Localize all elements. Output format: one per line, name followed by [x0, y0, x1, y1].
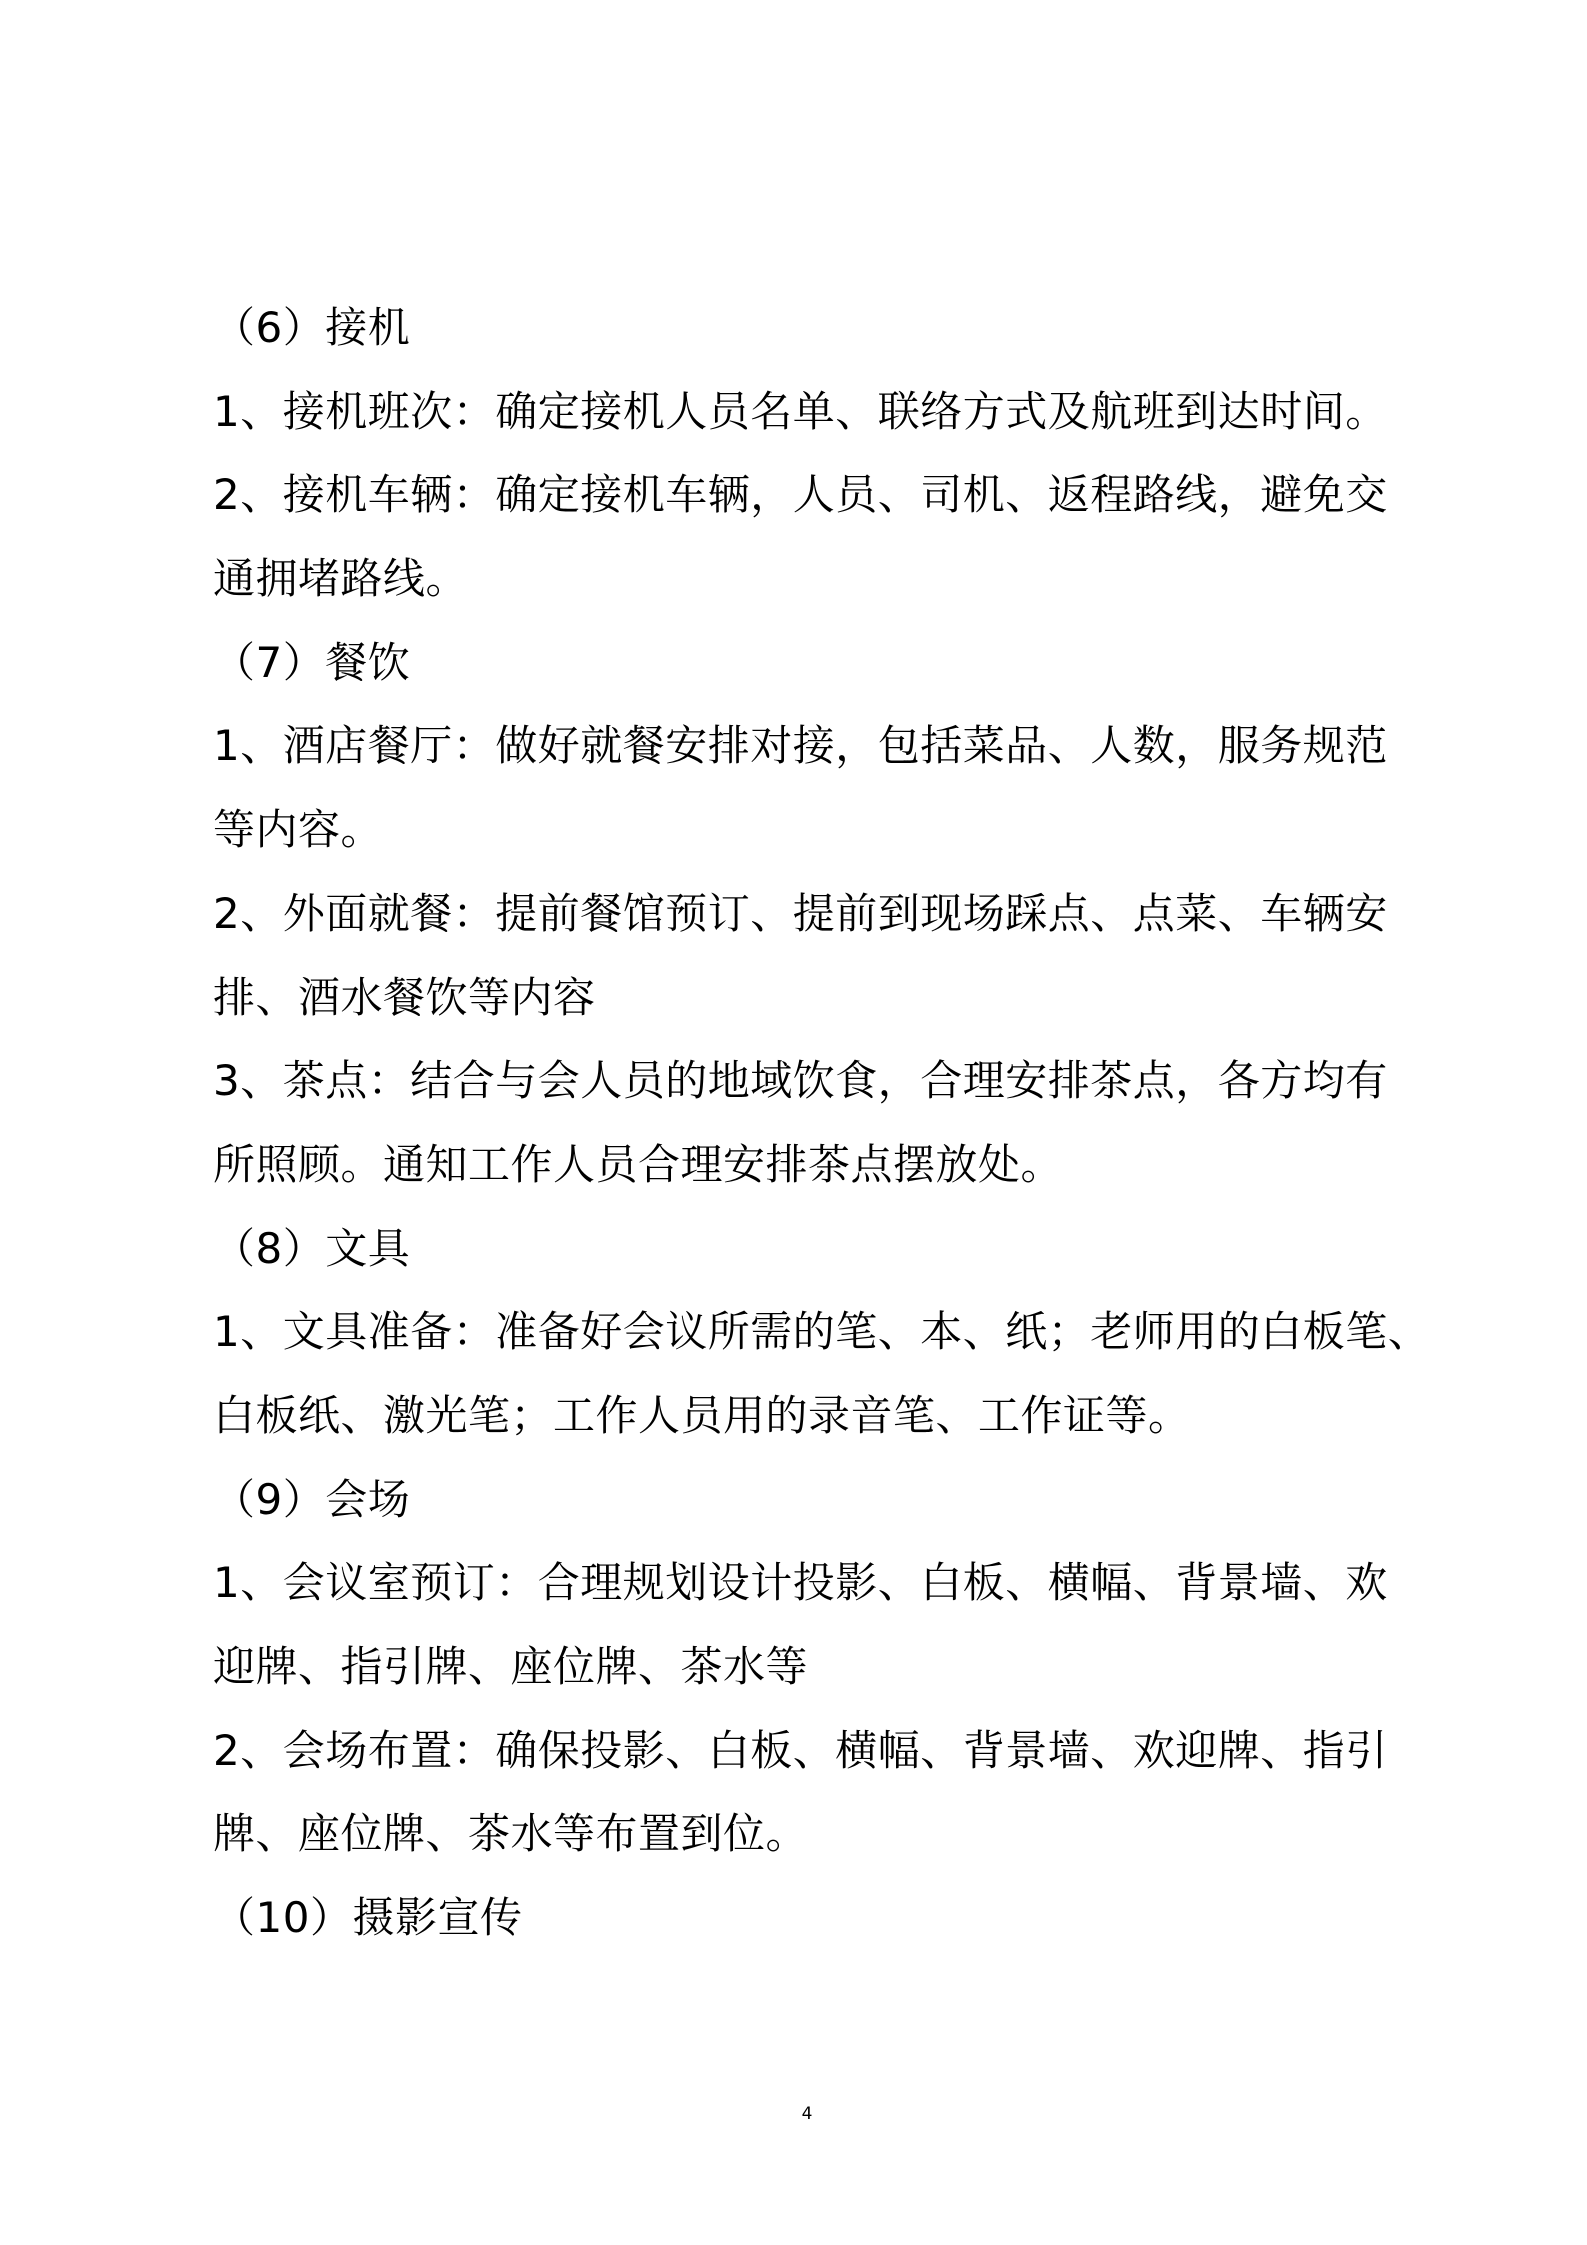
section-heading: （9）会场 — [213, 1474, 411, 1524]
paragraph-line: 3、茶点：结合与会人员的地域饮食，合理安排茶点，各方均有 — [213, 1056, 1388, 1106]
paragraph-line: 1、接机班次：确定接机人员名单、联络方式及航班到达时间。 — [213, 386, 1388, 436]
paragraph-line: 2、会场布置：确保投影、白板、横幅、背景墙、欢迎牌、指引 — [213, 1725, 1388, 1775]
section-heading: （8）文具 — [213, 1223, 411, 1273]
paragraph-line: 白板纸、激光笔；工作人员用的录音笔、工作证等。 — [213, 1390, 1191, 1440]
section-heading: （7）餐饮 — [213, 637, 411, 687]
paragraph-line: 1、文具准备：准备好会议所需的笔、本、纸；老师用的白板笔、 — [213, 1307, 1431, 1357]
paragraph-line: 1、会议室预订：合理规划设计投影、白板、横幅、背景墙、欢 — [213, 1558, 1388, 1608]
paragraph-line: 迎牌、指引牌、座位牌、茶水等 — [213, 1642, 809, 1691]
paragraph-line: 排、酒水餐饮等内容 — [213, 972, 596, 1022]
paragraph-line: 2、接机车辆：确定接机车辆，人员、司机、返程路线，避免交 — [213, 470, 1388, 520]
page-number: 4 — [801, 2104, 813, 2124]
section-heading: （6）接机 — [213, 303, 411, 352]
paragraph-line: 等内容。 — [213, 805, 384, 855]
paragraph-line: 通拥堵路线。 — [213, 554, 469, 604]
paragraph-line: 1、酒店餐厅：做好就餐安排对接，包括菜品、人数，服务规范 — [213, 721, 1388, 771]
paragraph-line: 所照顾。通知工作人员合理安排茶点摆放处。 — [213, 1139, 1064, 1189]
paragraph-line: 2、外面就餐：提前餐馆预订、提前到现场踩点、点菜、车辆安 — [213, 888, 1388, 938]
document-body — [213, 286, 1431, 1960]
paragraph-line: 牌、座位牌、茶水等布置到位。 — [213, 1809, 809, 1859]
section-heading: （10）摄影宣传 — [213, 1893, 523, 1943]
